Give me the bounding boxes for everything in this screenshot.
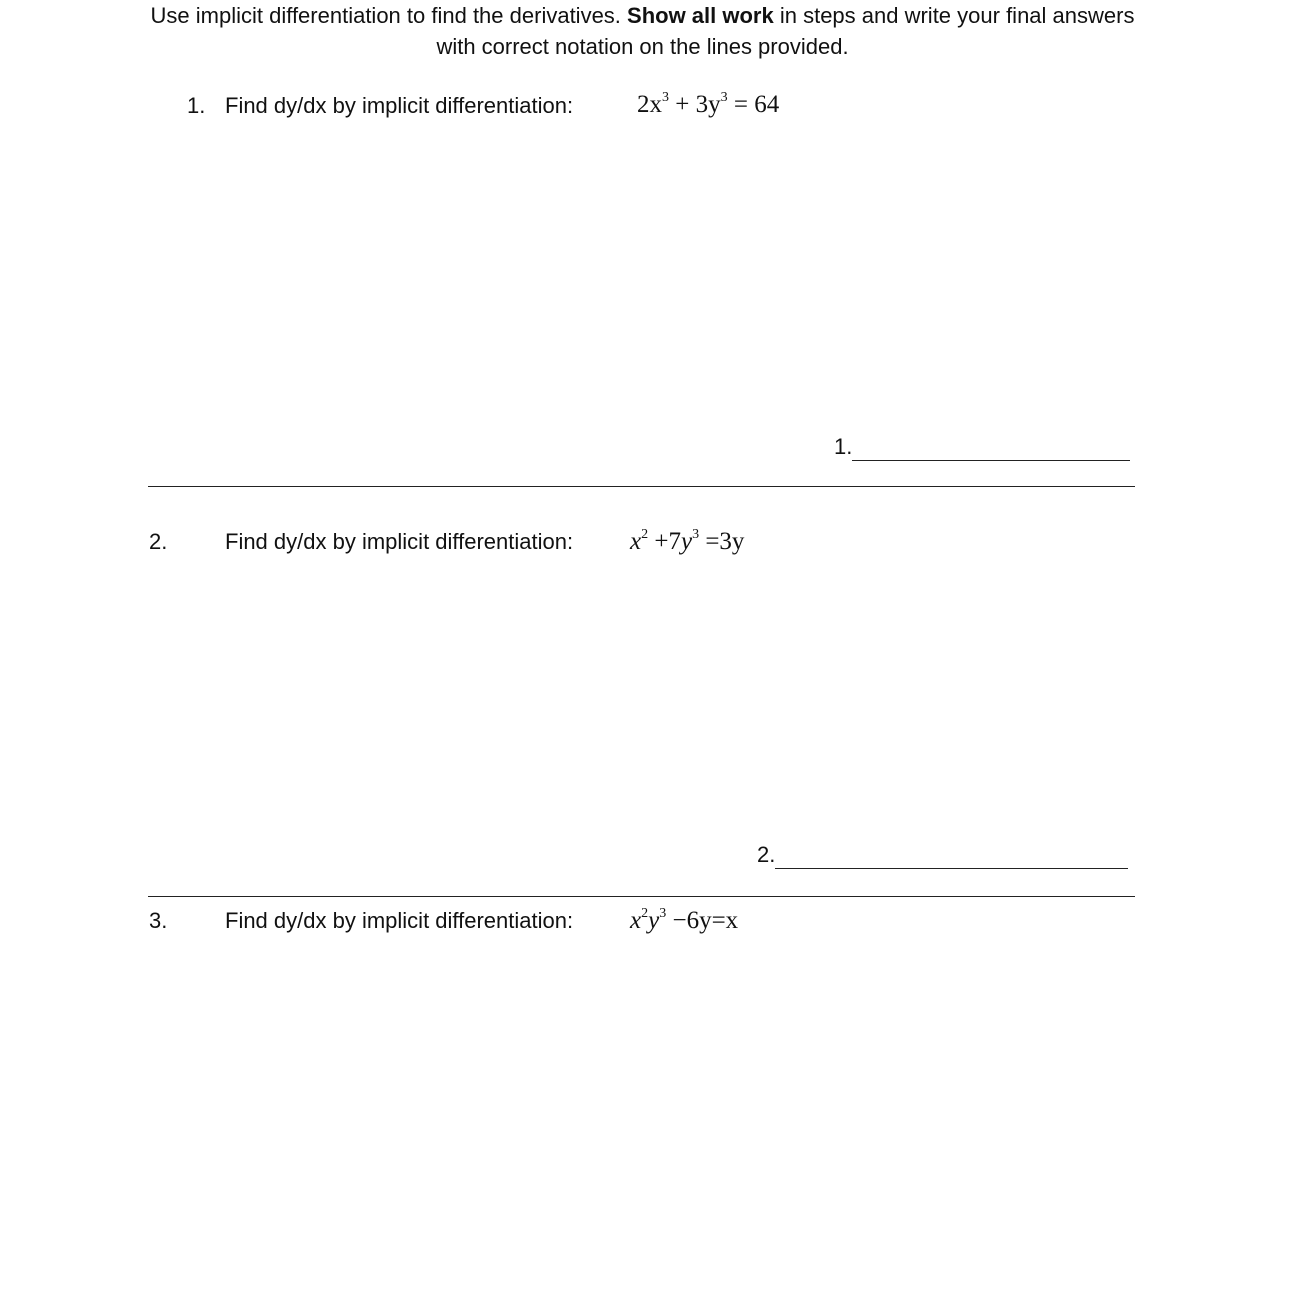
problem-3-prompt: Find dy/dx by implicit differentiation: bbox=[225, 908, 574, 933]
problem-1 bbox=[0, 91, 1290, 123]
problem-2-prompt: Find dy/dx by implicit differentiation: bbox=[225, 529, 574, 554]
instructions-text-1: Use implicit differentiation to find the derivatives. bbox=[150, 3, 628, 28]
eq2-term-b: y bbox=[680, 528, 693, 555]
problem-1-prompt: Find dy/dx by implicit differentiation: bbox=[225, 93, 574, 118]
eq2-op: +7 bbox=[648, 528, 681, 555]
problem-2-number: 2. bbox=[149, 529, 168, 554]
problem-2 bbox=[0, 527, 1290, 559]
eq1-exp-a: 3 bbox=[662, 90, 669, 105]
eq3-term-a: x bbox=[630, 907, 642, 934]
eq3-exp-b: 3 bbox=[659, 906, 667, 921]
problem-3-number: 3. bbox=[149, 908, 168, 933]
eq3-term-b: y bbox=[648, 907, 660, 934]
answer-1 bbox=[834, 434, 1130, 461]
eq1-term-b: 3y bbox=[695, 91, 721, 118]
problem-3-equation bbox=[630, 906, 738, 936]
eq1-exp-b: 3 bbox=[720, 90, 728, 105]
problem-3 bbox=[0, 906, 1290, 938]
answer-2 bbox=[757, 842, 1128, 869]
instructions bbox=[150, 0, 1135, 62]
eq2-rest: =3y bbox=[699, 528, 745, 555]
eq3-exp-a: 2 bbox=[641, 906, 649, 921]
answer-2-line[interactable] bbox=[775, 842, 1128, 869]
eq3-rest: −6y=x bbox=[666, 907, 739, 934]
instructions-bold: Show all work bbox=[627, 3, 774, 28]
section-divider-1 bbox=[148, 486, 1135, 487]
answer-1-label: 1. bbox=[834, 434, 853, 459]
problem-1-number: 1. bbox=[187, 93, 206, 118]
eq1-rest: = 64 bbox=[727, 91, 780, 118]
answer-2-label: 2. bbox=[757, 842, 776, 867]
answer-1-line[interactable] bbox=[852, 434, 1130, 461]
problem-1-equation bbox=[637, 90, 779, 120]
eq2-exp-a: 2 bbox=[641, 527, 649, 542]
eq1-op: + bbox=[669, 91, 696, 118]
problem-2-equation bbox=[630, 527, 744, 557]
instructions-text-2: in steps and write your final answers with correct notation on the lines provided. bbox=[436, 3, 1135, 59]
eq2-exp-b: 3 bbox=[692, 527, 700, 542]
eq2-term-a: x bbox=[630, 528, 642, 555]
section-divider-2 bbox=[148, 896, 1135, 897]
eq1-term-a: 2x bbox=[637, 91, 662, 118]
